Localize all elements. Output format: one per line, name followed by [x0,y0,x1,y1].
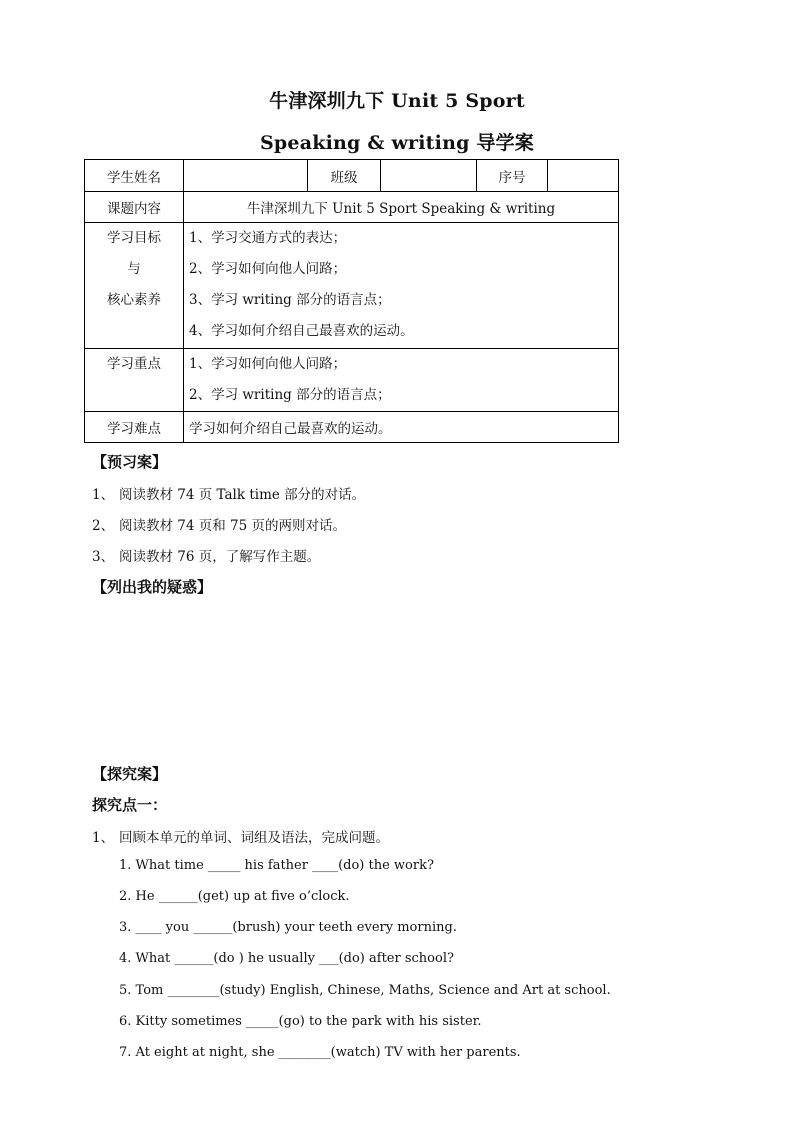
seat-label: 序号 [477,160,548,192]
item-text: 阅读教材 76 页，了解写作主题。 [119,549,321,565]
name-field[interactable] [184,160,308,192]
explore-point-heading: 探究点一： [92,796,168,814]
preview-item [92,514,346,534]
exercise-line: 6. Kitty sometimes _____(go) to the park with his sister. [119,1014,482,1029]
preview-item [92,545,320,565]
goal-item: 4、学习如何介绍自己最喜欢的运动。 [189,323,414,339]
item-text: 回顾本单元的单词、词组及语法，完成问题。 [119,830,389,846]
exercise-line: 4. What ______(do ) he usually ___(do) after school? [119,951,454,966]
topic-label: 课题内容 [85,192,184,223]
goals-label-line: 学习目标 [107,230,161,246]
item-text: 阅读教材 74 页 Talk time 部分的对话。 [119,487,366,503]
exercise-line: 5. Tom ________(study) English, Chinese, Maths, Science and Art at school. [119,983,611,998]
key-points-list [184,349,619,412]
doubts-heading: 【列出我的疑惑】 [92,578,213,596]
preview-heading: 【预习案】 [92,453,168,471]
preview-item [92,483,365,503]
exercise-line: 7. At eight at night, she ________(watch) TV with her parents. [119,1045,521,1060]
name-label: 学生姓名 [85,160,184,192]
key-point-item: 1、学习如何向他人问路； [189,356,347,372]
key-point-item: 2、学习 writing 部分的语言点； [189,387,391,403]
table-row [85,192,619,223]
item-number: 1、 [92,830,115,846]
goal-item: 2、学习如何向他人问路； [189,261,347,277]
class-label: 班级 [308,160,381,192]
explore-task [92,826,389,846]
class-field[interactable] [381,160,477,192]
key-label: 学习重点 [107,356,161,372]
table-row [85,223,619,349]
goals-label [85,223,184,349]
table-row [85,412,619,443]
exercise-line: 2. He ______(get) up at five o’clock. [119,889,350,904]
exercise-line: 3. ____ you ______(brush) your teeth every morning. [119,920,457,935]
exercise-line: 1. What time _____ his father ____(do) the work? [119,858,434,873]
goal-item: 3、学习 writing 部分的语言点； [189,292,391,308]
table-row [85,349,619,412]
item-text: 阅读教材 74 页和 75 页的两则对话。 [119,518,347,534]
item-number: 2、 [92,518,115,534]
key-label-cell [85,349,184,412]
goal-item: 1、学习交通方式的表达； [189,230,347,246]
seat-field[interactable] [548,160,619,192]
goals-list [184,223,619,349]
table-row [85,160,619,192]
explore-heading: 【探究案】 [92,765,168,783]
item-number: 3、 [92,549,115,565]
goals-label-line: 核心素养 [107,292,161,308]
document-subtitle: Speaking & writing 导学案 [260,132,534,154]
difficulty-value: 学习如何介绍自己最喜欢的运动。 [184,412,619,443]
document-title: 牛津深圳九下 Unit 5 Sport [269,90,525,112]
info-table [84,159,619,443]
item-number: 1、 [92,487,115,503]
difficulty-label: 学习难点 [85,412,184,443]
goals-label-line: 与 [127,261,141,277]
topic-value: 牛津深圳九下 Unit 5 Sport Speaking & writing [184,192,619,223]
